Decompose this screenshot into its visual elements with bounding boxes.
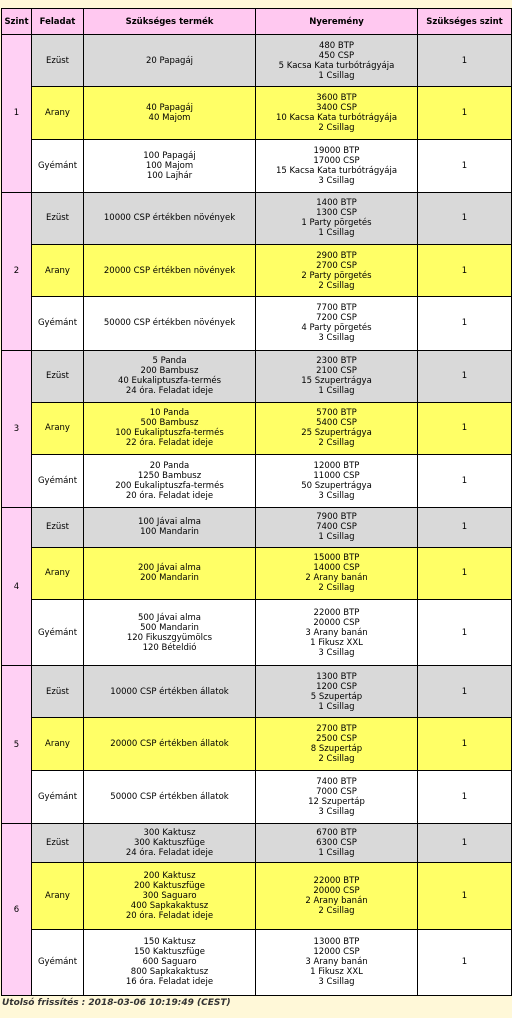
- header-row: [2, 9, 512, 35]
- product-line: 200 Kaktuszfüge: [133, 880, 206, 891]
- product-line: 150 Kaktuszfüge: [133, 947, 206, 958]
- product-line: 500 Bambusz: [140, 418, 199, 429]
- last-updated: Utolsó frissítés : 2018-03-06 10:19:49 (CEST): [2, 998, 231, 1008]
- task-cell: Gyémánt: [32, 929, 84, 995]
- products-cell: [84, 508, 256, 547]
- product-line: 500 Jávai alma: [137, 612, 201, 623]
- rewards-cell: [256, 599, 418, 665]
- rewards-cell: [256, 455, 418, 508]
- table-row: [2, 508, 512, 547]
- reward-line: 3 Csillag: [318, 647, 355, 658]
- level-cell: 1: [2, 35, 32, 193]
- rewards-cell: [256, 770, 418, 823]
- product-line: 300 Saguaro: [142, 890, 197, 901]
- reward-line: 25 Szupertrágya: [301, 428, 372, 439]
- reward-line: 6300 CSP: [316, 838, 357, 849]
- product-line: 20 óra. Feladat ideje: [125, 491, 214, 502]
- rewards-cell: [256, 350, 418, 402]
- reward-line: 5 Kacsa Kata turbótrágyája: [278, 60, 395, 71]
- product-line: 10000 CSP értékben növények: [103, 213, 236, 224]
- header-required-level: Szükséges szint: [418, 9, 512, 35]
- reward-line: 15 Kacsa Kata turbótrágyája: [275, 165, 398, 176]
- reward-line: 3400 CSP: [316, 102, 357, 113]
- header-rewards: Nyeremény: [256, 9, 418, 35]
- product-line: 40 Eukaliptuszfa-termés: [117, 376, 222, 387]
- task-cell: Arany: [32, 718, 84, 770]
- task-cell: Gyémánt: [32, 139, 84, 192]
- product-line: 200 Jávai alma: [137, 563, 201, 574]
- reward-line: 3 Csillag: [318, 175, 355, 186]
- table-row: [2, 192, 512, 244]
- reward-line: 6700 BTP: [316, 828, 357, 839]
- reward-line: 1 Fikusz XXL: [310, 967, 363, 978]
- reward-line: 22000 BTP: [313, 875, 360, 886]
- product-line: 20 Papagáj: [145, 55, 194, 66]
- product-line: 22 óra. Feladat ideje: [125, 438, 214, 449]
- reward-line: 2 Arany banán: [305, 895, 368, 906]
- reward-line: 2700 CSP: [316, 260, 357, 271]
- reward-line: 3 Csillag: [318, 977, 355, 988]
- product-line: 400 Sapkakaktusz: [130, 900, 209, 911]
- table-row: [2, 718, 512, 770]
- reward-line: 480 BTP: [318, 40, 355, 51]
- table-row: [2, 402, 512, 454]
- task-cell: Ezüst: [32, 824, 84, 863]
- product-line: 500 Mandarin: [140, 622, 199, 633]
- rewards-cell: [256, 402, 418, 454]
- task-cell: Arany: [32, 87, 84, 139]
- product-line: 50000 CSP értékben növények: [103, 318, 236, 329]
- reward-line: 1 Csillag: [318, 228, 355, 239]
- product-line: 200 Kaktusz: [143, 870, 196, 881]
- table-row: [2, 666, 512, 718]
- reward-line: 7000 CSP: [316, 786, 357, 797]
- product-line: 16 óra. Feladat ideje: [125, 977, 214, 988]
- required-level-cell: 1: [418, 139, 512, 192]
- required-level-cell: 1: [418, 192, 512, 244]
- reward-line: 5700 BTP: [316, 408, 357, 419]
- product-line: 100 Papagáj: [143, 150, 196, 161]
- required-level-cell: 1: [418, 245, 512, 297]
- level-cell: 2: [2, 192, 32, 350]
- task-cell: Gyémánt: [32, 599, 84, 665]
- reward-line: 12000 CSP: [313, 947, 360, 958]
- table-row: [2, 770, 512, 823]
- reward-line: 1 Csillag: [318, 848, 355, 859]
- rewards-cell: [256, 508, 418, 547]
- reward-line: 2 Arany banán: [305, 573, 368, 584]
- header-task: Feladat: [32, 9, 84, 35]
- reward-line: 2500 CSP: [316, 734, 357, 745]
- table-row: [2, 455, 512, 508]
- product-line: 5 Panda: [152, 356, 187, 367]
- reward-line: 5400 CSP: [316, 418, 357, 429]
- products-cell: [84, 824, 256, 863]
- reward-line: 13000 BTP: [313, 937, 360, 948]
- reward-line: 15000 BTP: [313, 553, 360, 564]
- products-cell: [84, 192, 256, 244]
- tasks-table: [1, 8, 512, 996]
- required-level-cell: 1: [418, 863, 512, 929]
- reward-line: 2300 BTP: [316, 356, 357, 367]
- level-cell: 3: [2, 350, 32, 508]
- required-level-cell: 1: [418, 770, 512, 823]
- table-body: [2, 35, 512, 996]
- reward-line: 1 Csillag: [318, 70, 355, 81]
- products-cell: [84, 547, 256, 599]
- required-level-cell: 1: [418, 718, 512, 770]
- reward-line: 11000 CSP: [313, 471, 360, 482]
- reward-line: 1 Csillag: [318, 701, 355, 712]
- product-line: 120 Fikuszgyümölcs: [126, 632, 213, 643]
- reward-line: 1 Csillag: [318, 532, 355, 543]
- reward-line: 2 Party pörgetés: [301, 270, 372, 281]
- reward-line: 450 CSP: [318, 50, 355, 61]
- product-line: 40 Majom: [148, 112, 191, 123]
- rewards-cell: [256, 929, 418, 995]
- rewards-cell: [256, 192, 418, 244]
- reward-line: 2 Csillag: [318, 905, 355, 916]
- product-line: 800 Sapkakaktusz: [130, 967, 209, 978]
- product-line: 20 Panda: [149, 461, 190, 472]
- products-cell: [84, 245, 256, 297]
- reward-line: 17000 CSP: [313, 155, 360, 166]
- reward-line: 3600 BTP: [316, 92, 357, 103]
- reward-line: 2100 CSP: [316, 366, 357, 377]
- product-line: 24 óra. Feladat ideje: [125, 848, 214, 859]
- reward-line: 7200 CSP: [316, 313, 357, 324]
- product-line: 100 Jávai alma: [137, 517, 201, 528]
- required-level-cell: 1: [418, 350, 512, 402]
- table-row: [2, 35, 512, 87]
- reward-line: 50 Szupertrágya: [301, 481, 372, 492]
- product-line: 100 Lajhár: [146, 170, 193, 181]
- reward-line: 20000 CSP: [313, 885, 360, 896]
- reward-line: 1 Party pörgetés: [301, 218, 372, 229]
- product-line: 300 Kaktusz: [143, 828, 196, 839]
- rewards-cell: [256, 245, 418, 297]
- table-row: [2, 245, 512, 297]
- reward-line: 3 Csillag: [318, 806, 355, 817]
- table-row: [2, 824, 512, 863]
- task-cell: Arany: [32, 547, 84, 599]
- products-cell: [84, 35, 256, 87]
- product-line: 20 óra. Feladat ideje: [125, 910, 214, 921]
- products-cell: [84, 297, 256, 350]
- task-cell: Arany: [32, 402, 84, 454]
- task-cell: Arany: [32, 245, 84, 297]
- reward-line: 2 Csillag: [318, 583, 355, 594]
- reward-line: 3 Csillag: [318, 333, 355, 344]
- reward-line: 19000 BTP: [313, 145, 360, 156]
- required-level-cell: 1: [418, 508, 512, 547]
- product-line: 10000 CSP értékben állatok: [110, 686, 229, 697]
- level-cell: 5: [2, 666, 32, 824]
- table-row: [2, 863, 512, 929]
- reward-line: 2700 BTP: [316, 724, 357, 735]
- level-cell: 4: [2, 508, 32, 666]
- reward-line: 12 Szupertáp: [308, 796, 365, 807]
- reward-line: 1200 CSP: [316, 681, 357, 692]
- product-line: 20000 CSP értékben állatok: [110, 739, 229, 750]
- reward-line: 7900 BTP: [316, 512, 357, 523]
- reward-line: 20000 CSP: [313, 617, 360, 628]
- table-row: [2, 139, 512, 192]
- reward-line: 1 Csillag: [318, 386, 355, 397]
- products-cell: [84, 402, 256, 454]
- task-cell: Ezüst: [32, 350, 84, 402]
- products-cell: [84, 718, 256, 770]
- reward-line: 8 Szupertáp: [310, 744, 363, 755]
- product-line: 10 Panda: [149, 408, 190, 419]
- reward-line: 3 Csillag: [318, 491, 355, 502]
- rewards-cell: [256, 863, 418, 929]
- rewards-cell: [256, 35, 418, 87]
- required-level-cell: 1: [418, 455, 512, 508]
- task-cell: Gyémánt: [32, 297, 84, 350]
- product-line: 300 Kaktuszfüge: [133, 838, 206, 849]
- task-cell: Arany: [32, 863, 84, 929]
- product-line: 20000 CSP értékben növények: [103, 265, 236, 276]
- products-cell: [84, 770, 256, 823]
- reward-line: 1 Fikusz XXL: [310, 637, 363, 648]
- table-row: [2, 599, 512, 665]
- reward-line: 7700 BTP: [316, 303, 357, 314]
- products-cell: [84, 139, 256, 192]
- rewards-cell: [256, 824, 418, 863]
- product-line: 1250 Bambusz: [137, 471, 202, 482]
- products-cell: [84, 929, 256, 995]
- header-level: Szint: [2, 9, 32, 35]
- reward-line: 22000 BTP: [313, 607, 360, 618]
- reward-line: 7400 CSP: [316, 522, 357, 533]
- reward-line: 3 Arany banán: [305, 957, 368, 968]
- rewards-cell: [256, 297, 418, 350]
- required-level-cell: 1: [418, 666, 512, 718]
- task-cell: Gyémánt: [32, 455, 84, 508]
- task-cell: Gyémánt: [32, 770, 84, 823]
- rewards-cell: [256, 87, 418, 139]
- products-cell: [84, 87, 256, 139]
- task-cell: Ezüst: [32, 508, 84, 547]
- rewards-cell: [256, 547, 418, 599]
- product-line: 200 Mandarin: [140, 573, 199, 584]
- required-level-cell: 1: [418, 929, 512, 995]
- rewards-cell: [256, 139, 418, 192]
- table-row: [2, 350, 512, 402]
- task-cell: Ezüst: [32, 666, 84, 718]
- required-level-cell: 1: [418, 87, 512, 139]
- product-line: 100 Majom: [145, 160, 194, 171]
- rewards-cell: [256, 666, 418, 718]
- required-level-cell: 1: [418, 599, 512, 665]
- reward-line: 1300 CSP: [316, 208, 357, 219]
- reward-line: 2900 BTP: [316, 250, 357, 261]
- header-products: Szükséges termék: [84, 9, 256, 35]
- products-cell: [84, 666, 256, 718]
- products-cell: [84, 350, 256, 402]
- reward-line: 10 Kacsa Kata turbótrágyája: [275, 112, 398, 123]
- product-line: 600 Saguaro: [142, 957, 197, 968]
- product-line: 50000 CSP értékben állatok: [110, 791, 229, 802]
- products-cell: [84, 863, 256, 929]
- required-level-cell: 1: [418, 547, 512, 599]
- reward-line: 4 Party pörgetés: [301, 323, 372, 334]
- reward-line: 2 Csillag: [318, 122, 355, 133]
- reward-line: 3 Arany banán: [305, 627, 368, 638]
- rewards-cell: [256, 718, 418, 770]
- level-cell: 6: [2, 824, 32, 996]
- required-level-cell: 1: [418, 402, 512, 454]
- required-level-cell: 1: [418, 824, 512, 863]
- product-line: 200 Bambusz: [140, 366, 199, 377]
- product-line: 40 Papagáj: [145, 102, 194, 113]
- product-line: 24 óra. Feladat ideje: [125, 386, 214, 397]
- product-line: 150 Kaktusz: [143, 937, 196, 948]
- reward-line: 2 Csillag: [318, 280, 355, 291]
- reward-line: 12000 BTP: [313, 461, 360, 472]
- reward-line: 14000 CSP: [313, 563, 360, 574]
- products-cell: [84, 455, 256, 508]
- products-cell: [84, 599, 256, 665]
- product-line: 100 Mandarin: [140, 527, 199, 538]
- required-level-cell: 1: [418, 297, 512, 350]
- reward-line: 5 Szupertáp: [310, 691, 363, 702]
- table-row: [2, 547, 512, 599]
- reward-line: 1300 BTP: [316, 671, 357, 682]
- required-level-cell: 1: [418, 35, 512, 87]
- table-row: [2, 297, 512, 350]
- task-cell: Ezüst: [32, 192, 84, 244]
- reward-line: 1400 BTP: [316, 198, 357, 209]
- product-line: 120 Bételdió: [142, 642, 197, 653]
- reward-line: 15 Szupertrágya: [301, 376, 372, 387]
- product-line: 100 Eukaliptuszfa-termés: [115, 428, 224, 439]
- reward-line: 2 Csillag: [318, 754, 355, 765]
- product-line: 200 Eukaliptuszfa-termés: [115, 481, 224, 492]
- task-cell: Ezüst: [32, 35, 84, 87]
- reward-line: 2 Csillag: [318, 438, 355, 449]
- table-row: [2, 87, 512, 139]
- reward-line: 7400 BTP: [316, 776, 357, 787]
- table-row: [2, 929, 512, 995]
